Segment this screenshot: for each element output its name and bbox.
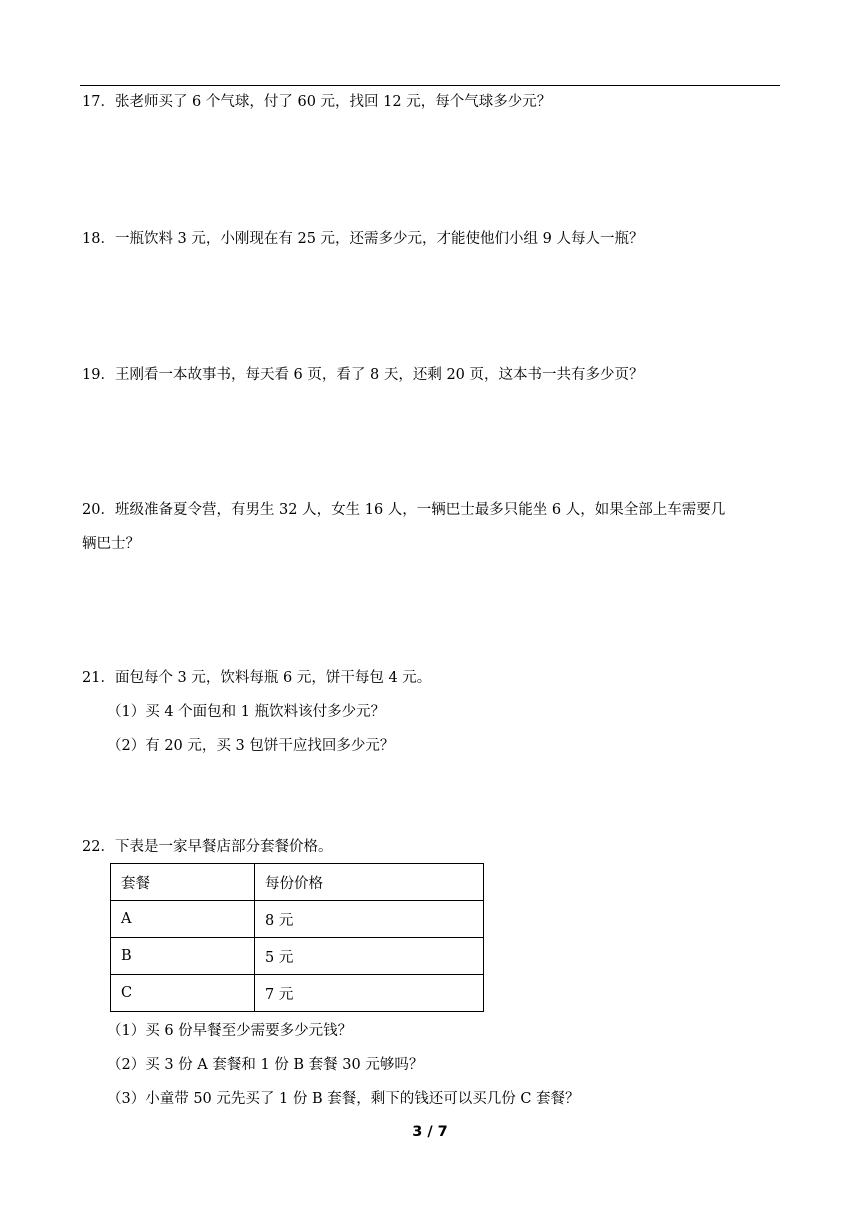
question-22-part-3: （3）小童带 50 元先买了 1 份 B 套餐，剩下的钱还可以买几份 C 套餐？ [107,1091,580,1107]
question-19: 19．王刚看一本故事书，每天看 6 页，看了 8 天，还剩 20 页，这本书一共有多少页？ [82,367,644,383]
table-cell: 5 元 [255,938,484,975]
table-header-row [111,864,484,901]
question-22-part-2: （2）买 3 份 A 套餐和 1 份 B 套餐 30 元够吗？ [107,1057,424,1073]
header-rule [80,85,780,86]
question-20-line-2: 辆巴士？ [82,536,140,552]
question-21-part-2: （2）有 20 元，买 3 包饼干应找回多少元？ [107,738,395,754]
question-22-part-1: （1）买 6 份早餐至少需要多少元钱？ [107,1023,353,1039]
table-cell: B [111,938,255,975]
table-cell: 7 元 [255,975,484,1012]
table-row [111,901,484,938]
question-17: 17．张老师买了 6 个气球，付了 60 元，找回 12 元，每个气球多少元？ [82,94,552,110]
question-21-part-1: （1）买 4 个面包和 1 瓶饮料该付多少元？ [107,704,386,720]
question-21-stem: 21．面包每个 3 元，饮料每瓶 6 元，饼干每包 4 元。 [82,670,432,686]
table-header-cell: 每份价格 [255,864,484,901]
table-cell: 8 元 [255,901,484,938]
question-18: 18．一瓶饮料 3 元，小刚现在有 25 元，还需多少元，才能使他们小组 9 人每人一瓶？ [82,231,644,247]
table-row [111,938,484,975]
table-row [111,975,484,1012]
table-cell: A [111,901,255,938]
page-indicator: 3 / 7 [412,1124,448,1140]
price-table [110,863,484,1012]
question-22-stem: 22．下表是一家早餐店部分套餐价格。 [82,839,333,855]
question-20-line-1: 20．班级准备夏令营，有男生 32 人，女生 16 人，一辆巴士最多只能坐 6 人，如果全部上车需要几 [82,502,726,518]
table-cell: C [111,975,255,1012]
table-header-cell: 套餐 [111,864,255,901]
